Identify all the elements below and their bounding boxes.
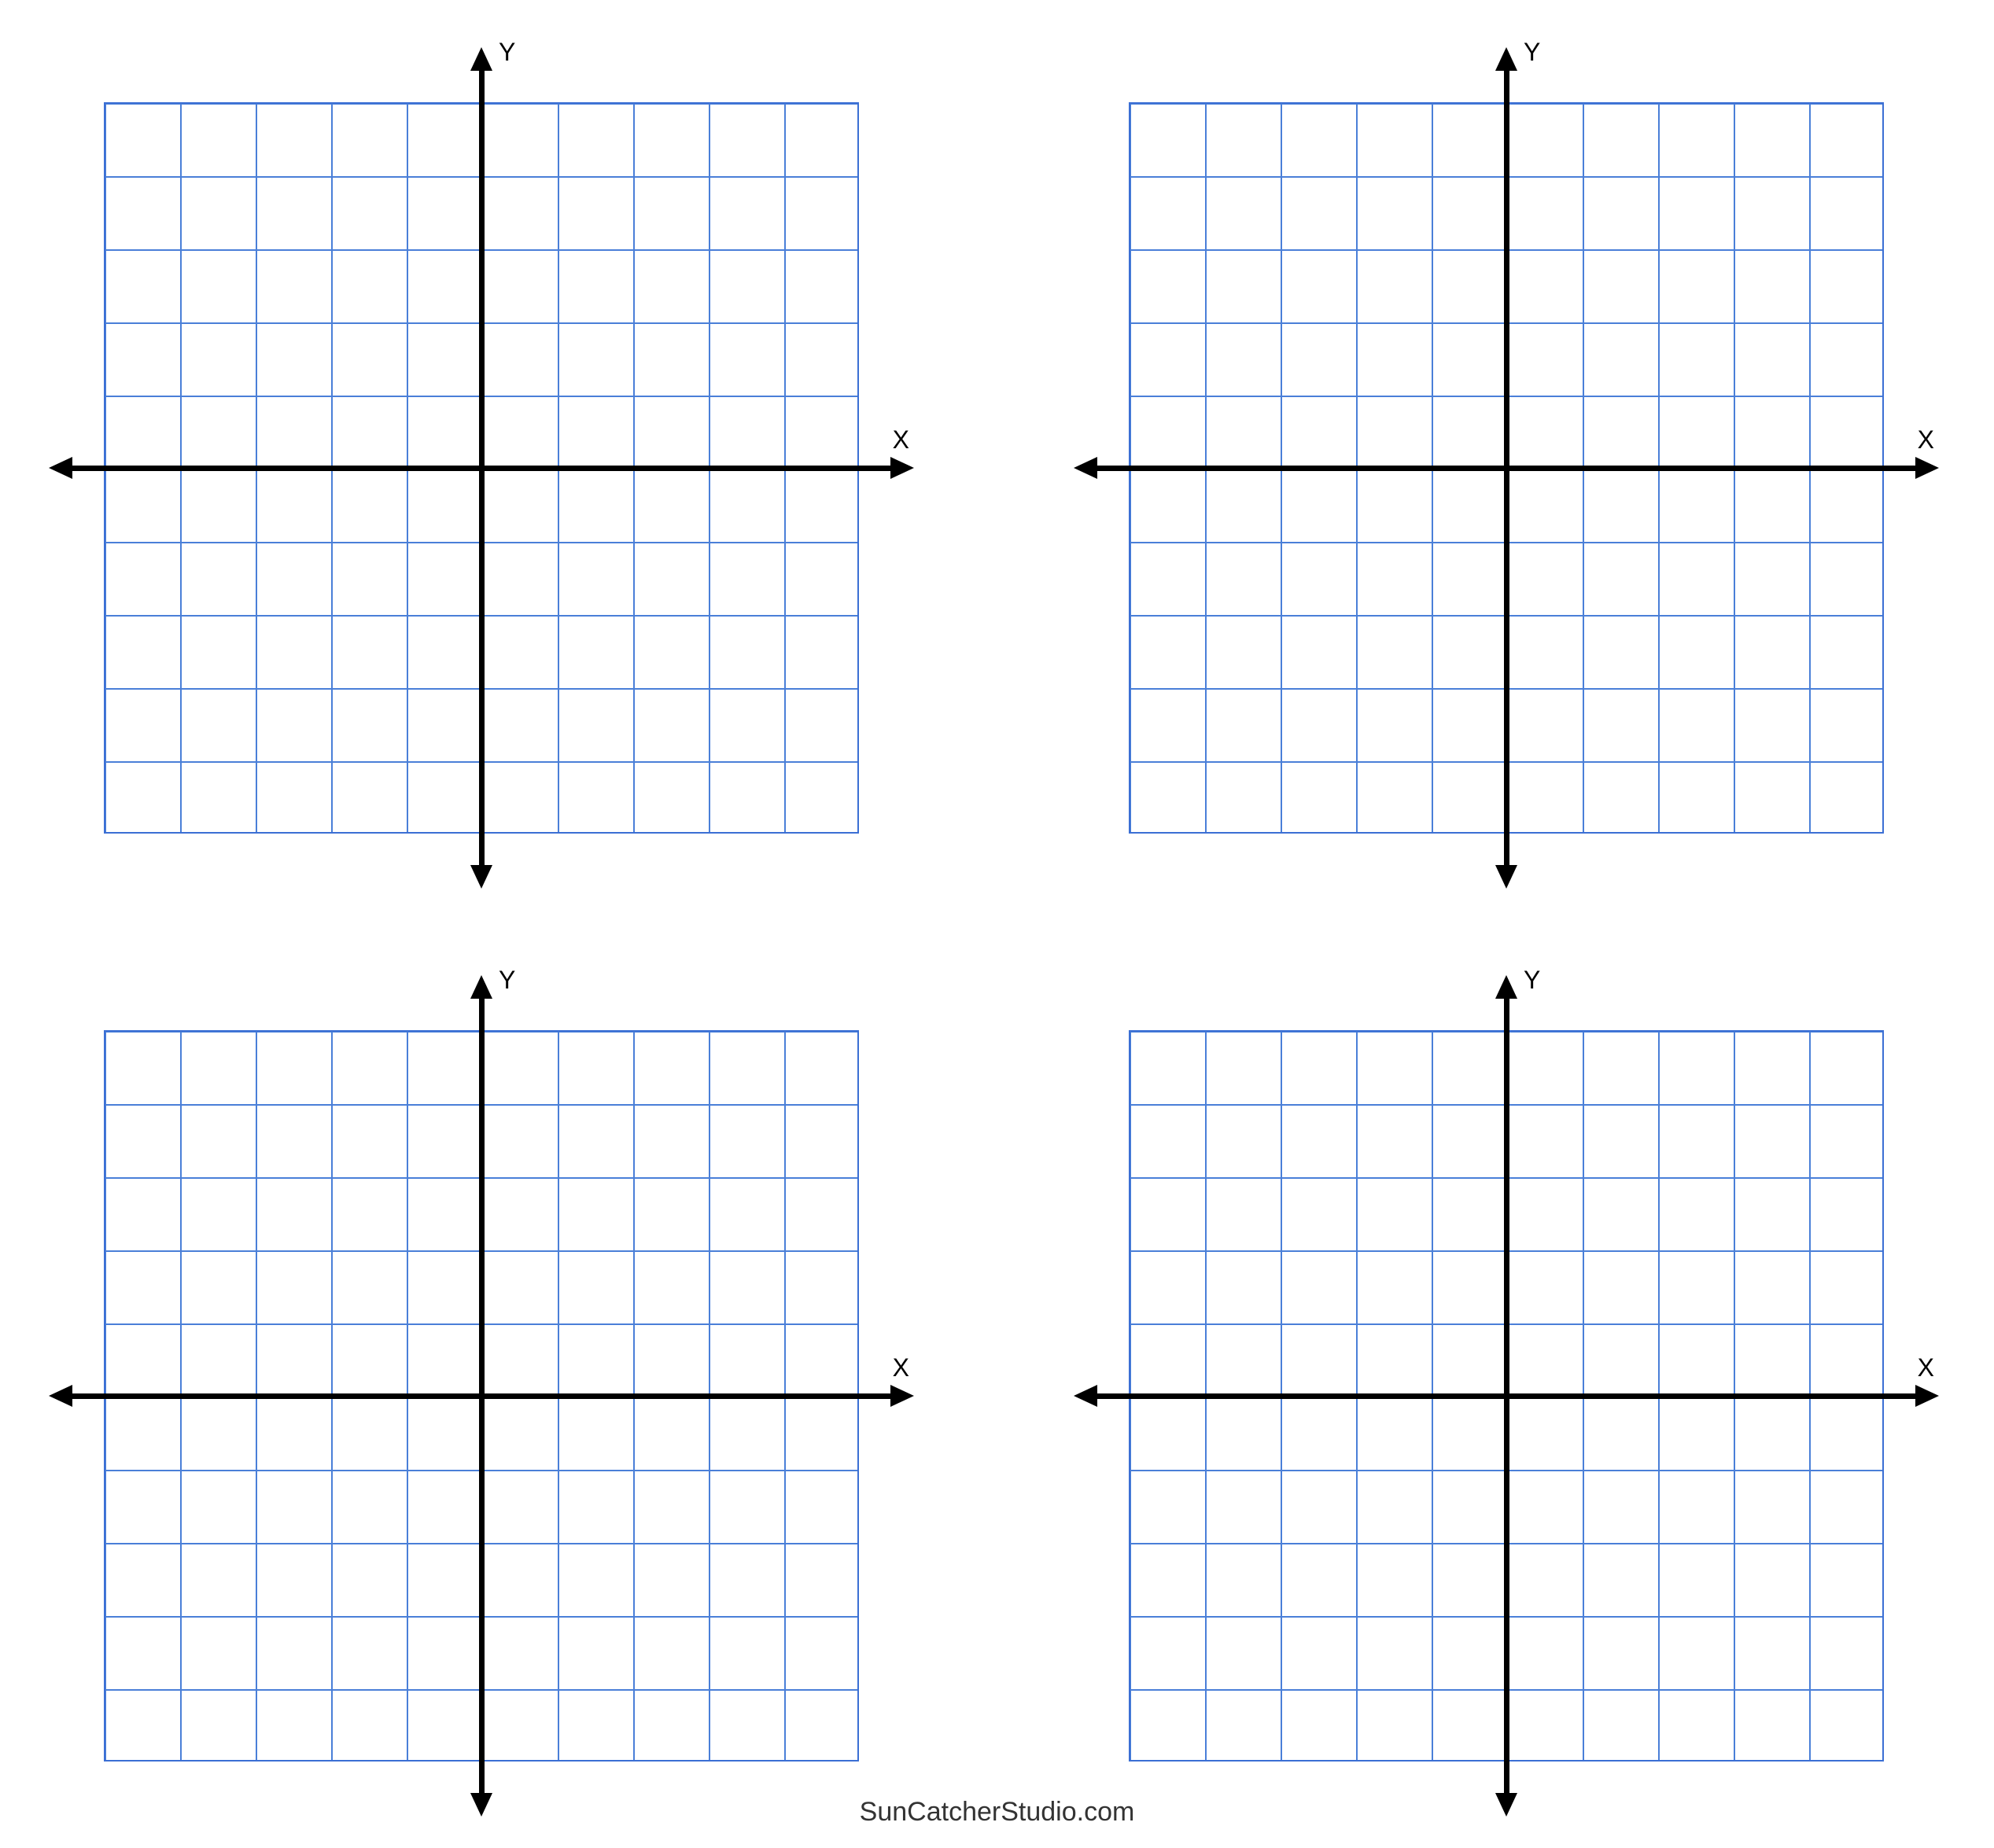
y-axis — [1504, 69, 1509, 867]
plane-area — [1129, 966, 1934, 1761]
x-axis-left-arrow-icon — [49, 457, 72, 479]
x-axis-right-arrow-icon — [1915, 457, 1939, 479]
x-axis-left-arrow-icon — [1074, 1385, 1097, 1407]
x-axis-label: X — [892, 425, 909, 454]
y-axis-label: Y — [499, 966, 516, 994]
y-axis — [1504, 997, 1509, 1795]
x-axis-label: X — [1917, 425, 1934, 454]
y-axis-down-arrow-icon — [1495, 865, 1517, 889]
y-axis-up-arrow-icon — [1495, 47, 1517, 71]
x-axis-label: X — [892, 1353, 909, 1382]
coordinate-plane-top-right — [997, 0, 1993, 924]
y-axis-label: Y — [1524, 38, 1541, 66]
x-axis-label: X — [1917, 1353, 1934, 1382]
coordinate-plane-bottom-left — [0, 924, 997, 1848]
x-axis-left-arrow-icon — [49, 1385, 72, 1407]
x-axis-right-arrow-icon — [1915, 1385, 1939, 1407]
y-axis-label: Y — [499, 38, 516, 66]
x-axis-right-arrow-icon — [890, 1385, 914, 1407]
y-axis — [479, 997, 485, 1795]
y-axis-up-arrow-icon — [1495, 975, 1517, 999]
footer-attribution: SunCatcherStudio.com — [859, 1797, 1135, 1827]
y-axis-up-arrow-icon — [470, 47, 492, 71]
coordinate-plane-bottom-right — [997, 924, 1993, 1848]
y-axis-label: Y — [1524, 966, 1541, 994]
y-axis-up-arrow-icon — [470, 975, 492, 999]
x-axis-right-arrow-icon — [890, 457, 914, 479]
coordinate-plane-top-left — [0, 0, 997, 924]
plane-area — [1129, 38, 1934, 834]
y-axis-down-arrow-icon — [470, 865, 492, 889]
plane-area — [104, 38, 909, 834]
x-axis-left-arrow-icon — [1074, 457, 1097, 479]
plane-area — [104, 966, 909, 1761]
y-axis — [479, 69, 485, 867]
